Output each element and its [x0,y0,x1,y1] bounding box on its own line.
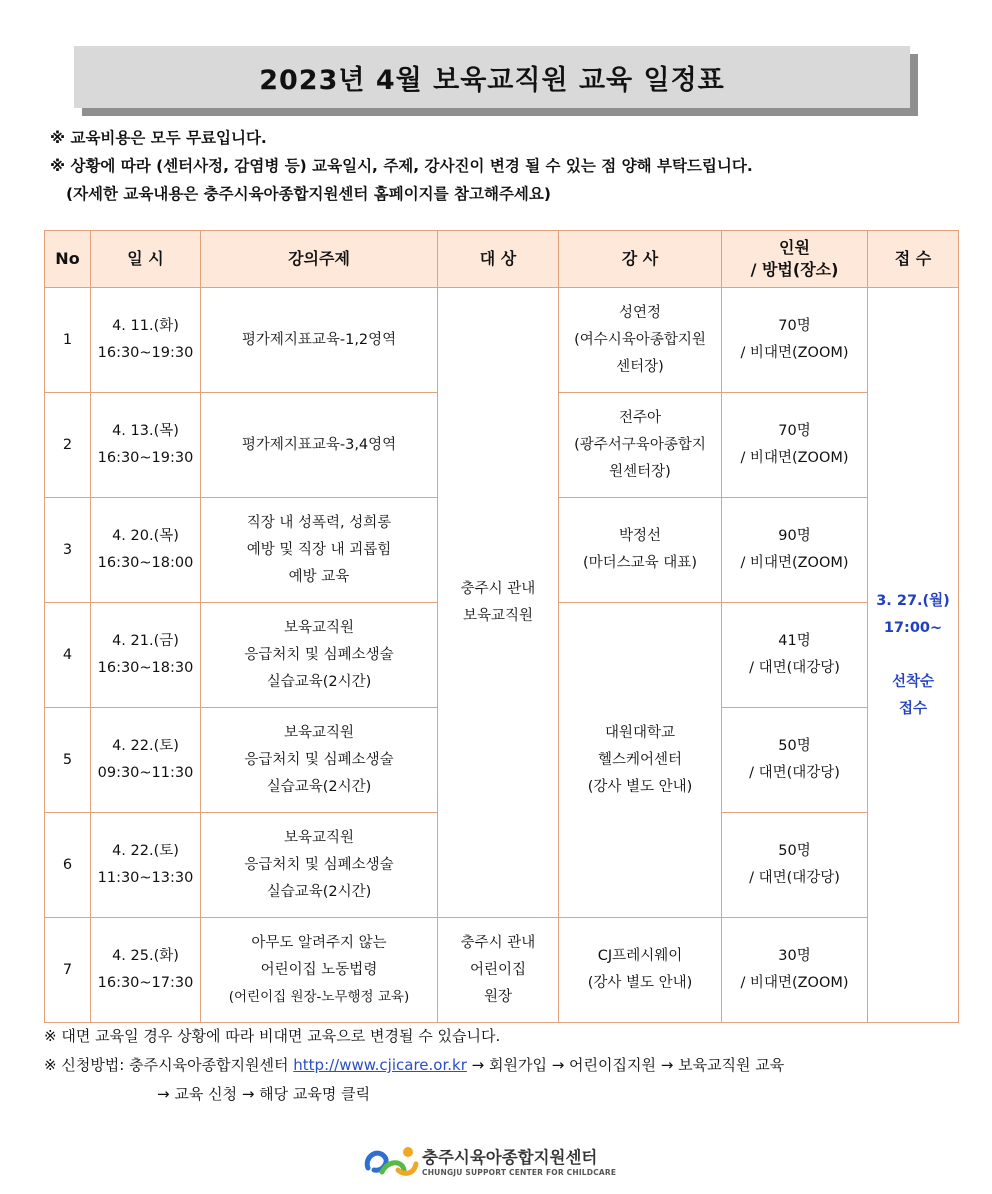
apply-spacer [872,642,954,669]
cell-capacity [722,708,868,813]
topic-line: 실습교육(2시간) [266,673,372,690]
page-title: 2023년 4월 보육교직원 교육 일정표 [74,46,910,108]
homepage-link[interactable]: http://www.cjicare.or.kr [293,1056,467,1074]
topic-line: 실습교육(2시간) [266,778,372,795]
center-logo-text [422,1144,616,1177]
cell-capacity [722,918,868,1023]
capacity-count: 30명 [778,948,811,964]
cell-date [91,813,201,918]
date-day: 4. 21.(금) [112,633,179,649]
apply-prefix: ※ 신청방법: 충주시육아종합지원센터 [44,1056,294,1074]
logo-english: CHUNGJU SUPPORT CENTER FOR CHILDCARE [422,1167,617,1177]
cell-topic [201,918,438,1023]
center-logo-icon [362,1140,422,1180]
table-row [45,918,959,1023]
footer-note-online: ※ 대면 교육일 경우 상황에 따라 비대면 교육으로 변경될 수 있습니다. [44,1027,501,1045]
topic-line: 응급처치 및 심폐소생술 [244,856,394,873]
cell-no: 5 [45,708,91,813]
cell-topic [201,288,438,393]
cell-date [91,708,201,813]
cell-topic [201,498,438,603]
topic-line: 응급처치 및 심폐소생술 [244,646,394,663]
instructor-line: 헬스케어센터 [597,751,683,768]
capacity-method: / 대면(대강당) [749,765,840,781]
cell-instructor [559,918,722,1023]
date-time: 16:30~18:00 [97,555,194,571]
header-apply: 접 수 [868,231,959,288]
capacity-count: 50명 [778,738,811,754]
date-day: 4. 11.(화) [112,318,179,334]
date-time: 16:30~19:30 [97,345,194,361]
instructor-line: (광주서구육아종합지 [574,436,706,453]
header-capacity-line2: / 방법(장소) [750,260,839,279]
date-day: 4. 13.(목) [112,423,179,439]
target-line: 어린이집 [469,961,527,978]
capacity-method: / 비대면(ZOOM) [740,975,849,991]
header-date: 일 시 [91,231,201,288]
topic-line: 평가제지표교육-3,4영역 [241,436,397,453]
header-target: 대 상 [438,231,559,288]
instructor-line: (강사 별도 안내) [587,975,693,991]
notice-homepage: (자세한 교육내용은 충주시육아종합지원센터 홈페이지를 참고해주세요) [66,185,551,203]
date-time: 16:30~17:30 [97,975,194,991]
instructor-line: CJ프레시웨이 [597,948,683,964]
topic-line: 보육교직원 [283,829,355,846]
capacity-method: / 비대면(ZOOM) [740,345,849,361]
apply-date: 3. 27.(월) [876,592,950,609]
cell-date [91,498,201,603]
table-header-row [45,231,959,288]
header-no: No [45,231,91,288]
capacity-method: / 대면(대강당) [749,660,840,676]
header-capacity [722,231,868,288]
date-day: 4. 22.(토) [112,843,179,859]
capacity-method: / 비대면(ZOOM) [740,555,849,571]
date-time: 16:30~19:30 [97,450,194,466]
notice-list [50,124,753,208]
cell-no: 2 [45,393,91,498]
footer-notes [44,1022,784,1109]
date-time: 09:30~11:30 [97,765,194,781]
capacity-count: 70명 [778,423,811,439]
target-line: 보육교직원 [462,607,534,624]
cell-instructor [559,603,722,918]
cell-no: 1 [45,288,91,393]
topic-line: 예방 교육 [288,568,350,585]
instructor-line: (마더스교육 대표) [583,555,697,571]
table-row [45,288,959,393]
footer-note-apply [44,1051,784,1080]
footer-note-steps: → 교육 신청 → 해당 교육명 클릭 [157,1085,371,1103]
target-line: 충주시 관내 [460,934,536,951]
instructor-line: 성연정 [618,304,662,321]
instructor-line: 대원대학교 [604,724,676,741]
apply-method: 선착순 [891,673,935,690]
cell-target-group [438,918,559,1023]
capacity-count: 90명 [778,528,811,544]
instructor-line: 박정선 [618,528,662,544]
cell-capacity [722,603,868,708]
capacity-count: 70명 [778,318,811,334]
date-day: 4. 22.(토) [112,738,179,754]
capacity-count: 50명 [778,843,811,859]
cell-topic [201,393,438,498]
header-topic: 강의주제 [201,231,438,288]
apply-label: 접수 [898,700,927,717]
date-day: 4. 25.(화) [112,948,179,964]
notice-free: ※ 교육비용은 모두 무료입니다. [50,129,267,147]
cell-date [91,288,201,393]
cell-topic [201,708,438,813]
topic-line: 직장 내 성폭력, 성희롱 [246,514,392,531]
cell-instructor [559,393,722,498]
instructor-line: 센터장) [616,358,664,375]
capacity-method: / 대면(대강당) [749,870,840,886]
cell-date [91,393,201,498]
topic-line: 보육교직원 [283,724,355,741]
cell-target-group [438,288,559,918]
cell-no: 7 [45,918,91,1023]
capacity-count: 41명 [778,633,811,649]
topic-line: 실습교육(2시간) [266,883,372,900]
cell-topic [201,603,438,708]
topic-line: 어린이집 노동법령 [260,961,378,978]
logo-name: 충주시육아종합지원센터 [422,1147,598,1167]
instructor-line: (여수시육아종합지원 [574,331,706,348]
cell-no: 3 [45,498,91,603]
date-time: 11:30~13:30 [97,870,194,886]
header-capacity-line1: 인원 [779,238,810,257]
notice-change: ※ 상황에 따라 (센터사정, 감염병 등) 교육일시, 주제, 강사진이 변경 될 수 있는 점 양해 부탁드립니다. [50,157,753,175]
capacity-method: / 비대면(ZOOM) [740,450,849,466]
center-logo [362,1140,616,1180]
cell-capacity [722,393,868,498]
schedule-table [44,230,959,1023]
cell-date [91,918,201,1023]
topic-line: 보육교직원 [283,619,355,636]
header-instructor: 강 사 [559,231,722,288]
apply-suffix: → 회원가입 → 어린이집지원 → 보육교직원 교육 [466,1056,785,1074]
target-line: 원장 [483,988,512,1005]
target-line: 충주시 관내 [460,580,536,597]
apply-time: 17:00~ [883,619,943,636]
topic-line: 평가제지표교육-1,2영역 [241,331,397,348]
topic-line: 예방 및 직장 내 괴롭힘 [246,541,392,558]
cell-instructor [559,288,722,393]
cell-no: 6 [45,813,91,918]
cell-apply [868,288,959,1023]
topic-line: (어린이집 원장-노무행정 교육) [228,988,410,1005]
topic-line: 응급처치 및 심폐소생술 [244,751,394,768]
topic-line: 아무도 알려주지 않는 [251,934,387,951]
cell-capacity [722,498,868,603]
instructor-line: (강사 별도 안내) [587,778,693,795]
cell-instructor [559,498,722,603]
title-banner [74,46,910,108]
instructor-line: 전주아 [618,409,662,426]
date-day: 4. 20.(목) [112,528,179,544]
cell-date [91,603,201,708]
cell-no: 4 [45,603,91,708]
cell-capacity [722,813,868,918]
cell-topic [201,813,438,918]
instructor-line: 원센터장) [609,463,671,480]
date-time: 16:30~18:30 [97,660,194,676]
cell-capacity [722,288,868,393]
